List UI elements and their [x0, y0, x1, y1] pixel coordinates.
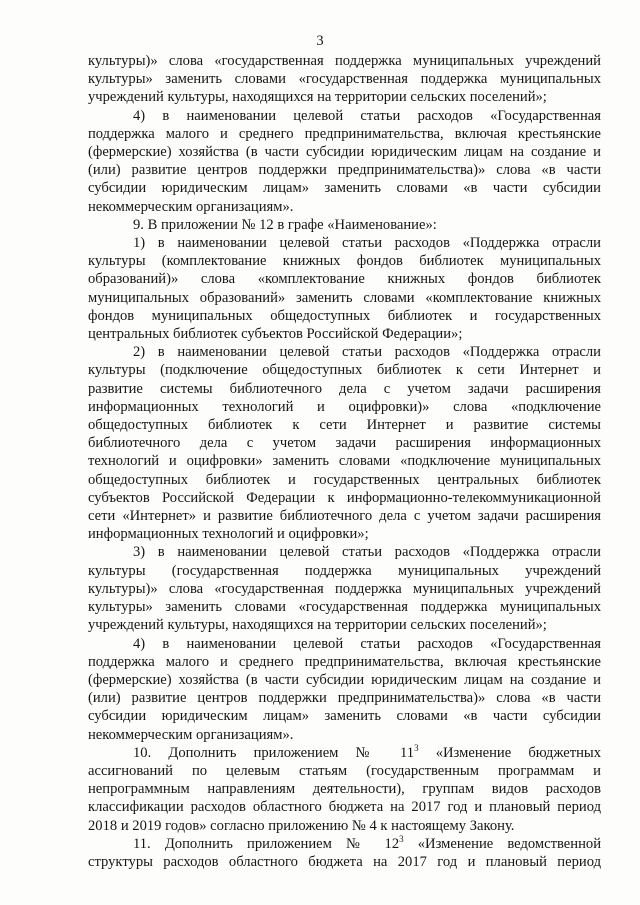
- superscript: 3: [414, 742, 419, 753]
- text-line: [88, 671, 601, 689]
- text-line: [88, 107, 601, 125]
- line-text: (фермерские) хозяйства (в части субсидии юридическим лицам на создание и: [88, 144, 601, 161]
- paragraph: [88, 343, 601, 543]
- paragraph: [88, 744, 601, 835]
- text-line: [88, 562, 601, 580]
- line-text: 2) в наименовании целевой статьи расходов «Поддержка отрасли: [133, 344, 601, 361]
- page-number: 3: [316, 33, 324, 49]
- line-text: фондов муниципальных общедоступных библиотек и государственных: [88, 307, 601, 324]
- text-line: [88, 380, 601, 398]
- paragraph: [88, 835, 601, 871]
- text-line: [88, 125, 601, 143]
- line-text: информационных технологий и оцифровки)» слова «подключение: [88, 398, 601, 415]
- paragraph: [88, 543, 601, 634]
- text-line: [88, 835, 601, 853]
- text-line: [88, 234, 601, 252]
- line-text: общедоступных библиотек к сети Интернет и развитие системы: [88, 417, 601, 434]
- text-line: [88, 198, 601, 216]
- line-text: образований)» слова «комплектование книжных фондов библиотек: [88, 271, 601, 288]
- text-line: [88, 762, 601, 780]
- line-text: некоммерческим организациям».: [88, 726, 294, 743]
- text-line: [88, 452, 601, 470]
- line-text: культуры (государственная поддержка муниципальных учреждений: [88, 562, 601, 579]
- paragraph: [88, 107, 601, 216]
- line-text-continued: «Изменение бюджетных: [418, 744, 601, 761]
- line-text: учреждений культуры, находящихся на территории сельских поселений»;: [88, 617, 547, 634]
- line-text: сети «Интернет» и развитие библиотечного дела с учетом задачи расширения: [88, 508, 601, 525]
- paragraph: [88, 52, 601, 107]
- line-text: учреждений культуры, находящихся на территории сельских поселений»;: [88, 89, 547, 106]
- text-line: [88, 525, 601, 543]
- line-text: культуры)» слова «государственная поддержка муниципальных учреждений: [88, 580, 601, 597]
- line-text: субсидии юридическим лицам» заменить словами «в части субсидии: [88, 708, 601, 725]
- text-line: [88, 143, 601, 161]
- text-line: [88, 270, 601, 288]
- line-text: поддержка малого и среднего предпринимательства, включая крестьянские: [88, 653, 601, 670]
- document-body: [88, 52, 601, 871]
- text-line: [88, 361, 601, 379]
- line-text: структуры расходов областного бюджета на 2017 год и плановый период: [88, 853, 601, 870]
- superscript: 3: [399, 833, 404, 844]
- text-line: [88, 707, 601, 725]
- line-text: центральных библиотек субъектов Российской Федерации»;: [88, 326, 463, 343]
- line-text: технологий и оцифровки» заменить словами «подключение муниципальных: [88, 453, 601, 470]
- line-text: непрограммным направлениям деятельности), группам видов расходов: [88, 781, 601, 798]
- text-line: [88, 179, 601, 197]
- text-line: [88, 598, 601, 616]
- text-line: [88, 289, 601, 307]
- text-line: [88, 325, 601, 343]
- text-line: [88, 635, 601, 653]
- line-text: (или) развитие центров поддержки предпринимательства)» слова «в части: [88, 162, 601, 179]
- line-text: информационных технологий и оцифровки»;: [88, 526, 369, 543]
- line-text: ассигнований по целевым статьям (государственным программам и: [88, 762, 601, 779]
- text-line: [88, 161, 601, 179]
- text-line: [88, 398, 601, 416]
- line-text: библиотечного дела с учетом задачи расширения информационных: [88, 435, 601, 452]
- text-line: [88, 52, 601, 70]
- text-line: [88, 471, 601, 489]
- text-line: [88, 726, 601, 744]
- text-line: [88, 507, 601, 525]
- text-line: [88, 88, 601, 106]
- text-line: [88, 70, 601, 88]
- paragraph: [88, 635, 601, 744]
- text-line: [88, 416, 601, 434]
- line-text: субсидии юридическим лицам» заменить словами «в части субсидии: [88, 180, 601, 197]
- text-line: [88, 489, 601, 507]
- line-text: 2018 и 2019 годов» согласно приложению № 4 к настоящему Закону.: [88, 817, 515, 834]
- line-text: муниципальных образований» заменить словами «комплектование книжных: [88, 289, 601, 306]
- line-text: (или) развитие центров поддержки предпринимательства)» слова «в части: [88, 690, 601, 707]
- text-line: [88, 798, 601, 816]
- line-text: культуры (подключение общедоступных библиотек к сети Интернет и: [88, 362, 601, 379]
- text-line: [88, 744, 601, 762]
- line-text: субъектов Российской Федерации к информационно-телекоммуникационной: [88, 489, 601, 506]
- text-line: [88, 580, 601, 598]
- text-line: [88, 434, 601, 452]
- paragraph: [88, 234, 601, 343]
- line-text: классификации расходов областного бюджета на 2017 год и плановый период: [88, 799, 601, 816]
- line-text: культуры (комплектование книжных фондов библиотек муниципальных: [88, 253, 601, 270]
- text-line: [88, 343, 601, 361]
- text-line: [88, 780, 601, 798]
- paragraph: [88, 216, 601, 234]
- line-text: 11. Дополнить приложением № 12: [133, 835, 400, 852]
- line-text: 10. Дополнить приложением № 11: [133, 744, 415, 761]
- line-text: культуры» заменить словами «государственная поддержка муниципальных: [88, 71, 601, 88]
- line-text: культуры)» слова «государственная поддержка муниципальных учреждений: [88, 53, 601, 69]
- text-line: [88, 543, 601, 561]
- line-text: общедоступных библиотек и государственных центральных библиотек: [88, 471, 601, 488]
- text-line: [88, 252, 601, 270]
- text-line: [88, 307, 601, 325]
- text-line: [88, 817, 601, 835]
- text-line: [88, 853, 601, 871]
- line-text: культуры» заменить словами «государственная поддержка муниципальных: [88, 599, 601, 616]
- text-line: [88, 653, 601, 671]
- text-line: [88, 616, 601, 634]
- text-line: [88, 689, 601, 707]
- line-text: 3) в наименовании целевой статьи расходов «Поддержка отрасли: [133, 544, 601, 561]
- line-text: поддержка малого и среднего предпринимательства, включая крестьянские: [88, 125, 601, 142]
- line-text: некоммерческим организациям».: [88, 198, 294, 215]
- line-text: 4) в наименовании целевой статьи расходов «Государственная: [133, 635, 601, 652]
- text-line: [88, 216, 601, 234]
- line-text: 1) в наименовании целевой статьи расходов «Поддержка отрасли: [133, 235, 601, 252]
- line-text: 4) в наименовании целевой статьи расходов «Государственная: [133, 107, 601, 124]
- line-text: 9. В приложении № 12 в графе «Наименование»:: [133, 216, 437, 233]
- line-text: развитие системы библиотечного дела с учетом задачи расширения: [88, 380, 601, 397]
- line-text-continued: «Изменение ведомственной: [403, 835, 601, 852]
- line-text: (фермерские) хозяйства (в части субсидии юридическим лицам на создание и: [88, 671, 601, 688]
